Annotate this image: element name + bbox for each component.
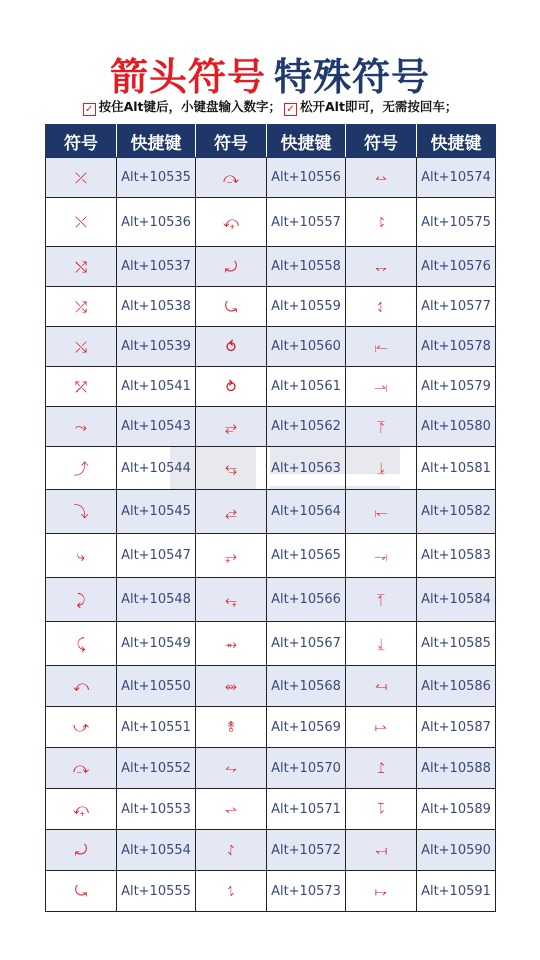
checkbox-icon: ✓: [284, 103, 297, 116]
arrow-symbol-cell: ⥛: [346, 707, 417, 748]
arrow-symbol-cell: ⥜: [346, 748, 417, 789]
arrow-symbol-cell: ⥏: [346, 198, 417, 247]
table-row: [46, 871, 496, 912]
arrow-symbol-cell: ⥎: [346, 158, 417, 198]
instruction-line: [0, 97, 540, 117]
shortcut-cell: Alt+10551: [117, 707, 196, 748]
table-row: [46, 327, 496, 367]
shortcut-cell: Alt+10538: [117, 287, 196, 327]
shortcut-cell: Alt+10586: [417, 666, 496, 707]
header-symbol: 符号: [346, 125, 417, 158]
table-row: [46, 578, 496, 622]
arrow-symbol-cell: ⤭: [46, 247, 117, 287]
shortcut-cell: Alt+10577: [417, 287, 496, 327]
shortcut-cell: Alt+10535: [117, 158, 196, 198]
shortcut-cell: Alt+10569: [267, 707, 346, 748]
table-row: [46, 198, 496, 247]
arrow-symbol-cell: ⤵: [46, 490, 117, 534]
arrow-symbol-cell: ⥌: [196, 830, 267, 871]
arrow-symbol-cell: ⥂: [196, 407, 267, 447]
shortcut-cell: Alt+10560: [267, 327, 346, 367]
arrow-symbol-cell: ⥐: [346, 247, 417, 287]
shortcut-cell: Alt+10580: [417, 407, 496, 447]
shortcut-cell: Alt+10578: [417, 327, 496, 367]
shortcut-cell: Alt+10547: [117, 534, 196, 578]
arrow-symbol-cell: ⥘: [346, 578, 417, 622]
checkbox-icon: ✓: [83, 103, 96, 116]
shortcut-cell: Alt+10561: [267, 367, 346, 407]
table-row: [46, 287, 496, 327]
arrow-symbol-cell: ⥒: [346, 327, 417, 367]
shortcut-cell: Alt+10537: [117, 247, 196, 287]
shortcut-cell: Alt+10576: [417, 247, 496, 287]
shortcut-cell: Alt+10589: [417, 789, 496, 830]
shortcut-cell: Alt+10581: [417, 447, 496, 490]
table-row: [46, 622, 496, 666]
shortcut-cell: Alt+10568: [267, 666, 346, 707]
table-row: [46, 830, 496, 871]
arrow-symbol-cell: ⤽: [46, 789, 117, 830]
alt-code-table: [45, 124, 496, 912]
arrow-symbol-cell: ⥋: [196, 789, 267, 830]
table-row: [46, 367, 496, 407]
shortcut-cell: Alt+10587: [417, 707, 496, 748]
arrow-symbol-cell: ⥅: [196, 534, 267, 578]
shortcut-cell: Alt+10544: [117, 447, 196, 490]
arrow-symbol-cell: ⤿: [46, 871, 117, 912]
arrow-symbol-cell: ⤼: [46, 748, 117, 789]
arrow-symbol-cell: ⤫: [46, 158, 117, 198]
shortcut-cell: Alt+10548: [117, 578, 196, 622]
shortcut-cell: Alt+10559: [267, 287, 346, 327]
arrow-symbol-cell: ⥖: [346, 490, 417, 534]
table-row: [46, 534, 496, 578]
arrow-symbol-cell: ⥙: [346, 622, 417, 666]
arrow-symbol-cell: ⤽: [196, 198, 267, 247]
shortcut-cell: Alt+10555: [117, 871, 196, 912]
arrow-symbol-cell: ⥀: [196, 327, 267, 367]
table-row: [46, 490, 496, 534]
arrow-symbol-cell: ⤼: [196, 158, 267, 198]
arrow-symbol-cell: ⥆: [196, 578, 267, 622]
arrow-symbol-cell: ⤷: [46, 534, 117, 578]
shortcut-cell: Alt+10564: [267, 490, 346, 534]
arrow-symbol-cell: ⥟: [346, 871, 417, 912]
table-row: [46, 789, 496, 830]
table-row: [46, 666, 496, 707]
shortcut-cell: Alt+10574: [417, 158, 496, 198]
shortcut-cell: Alt+10552: [117, 748, 196, 789]
shortcut-cell: Alt+10584: [417, 578, 496, 622]
shortcut-cell: Alt+10566: [267, 578, 346, 622]
header-shortcut: 快捷键: [267, 125, 346, 158]
table-row: [46, 707, 496, 748]
table-row: [46, 158, 496, 198]
shortcut-cell: Alt+10556: [267, 158, 346, 198]
shortcut-cell: Alt+10572: [267, 830, 346, 871]
shortcut-cell: Alt+10571: [267, 789, 346, 830]
arrow-symbol-cell: ⥄: [196, 490, 267, 534]
shortcut-cell: Alt+10588: [417, 748, 496, 789]
arrow-symbol-cell: ⥝: [346, 789, 417, 830]
arrow-symbol-cell: ⥔: [346, 407, 417, 447]
shortcut-cell: Alt+10536: [117, 198, 196, 247]
header-symbol: 符号: [196, 125, 267, 158]
arrow-symbol-cell: ⥑: [346, 287, 417, 327]
shortcut-cell: Alt+10585: [417, 622, 496, 666]
arrow-symbol-cell: ⤸: [46, 578, 117, 622]
arrow-symbol-cell: ⥍: [196, 871, 267, 912]
shortcut-cell: Alt+10563: [267, 447, 346, 490]
header-shortcut: 快捷键: [117, 125, 196, 158]
arrow-symbol-cell: ⥁: [196, 367, 267, 407]
shortcut-cell: Alt+10570: [267, 748, 346, 789]
arrow-symbol-cell: ⤾: [46, 830, 117, 871]
shortcut-cell: Alt+10575: [417, 198, 496, 247]
shortcut-cell: Alt+10553: [117, 789, 196, 830]
table-header-row: [46, 125, 496, 158]
shortcut-cell: Alt+10557: [267, 198, 346, 247]
shortcut-cell: Alt+10565: [267, 534, 346, 578]
arrow-symbol-cell: ⤾: [196, 247, 267, 287]
arrow-symbol-cell: ⤯: [46, 327, 117, 367]
shortcut-cell: Alt+10573: [267, 871, 346, 912]
shortcut-cell: Alt+10539: [117, 327, 196, 367]
table-row: [46, 748, 496, 789]
instruction-step-2: 松开Alt即可，无需按回车；: [300, 99, 458, 114]
arrow-symbol-cell: ⤮: [46, 287, 117, 327]
arrow-symbol-cell: ⤻: [46, 707, 117, 748]
arrow-symbol-cell: ⥈: [196, 666, 267, 707]
shortcut-cell: Alt+10562: [267, 407, 346, 447]
shortcut-cell: Alt+10590: [417, 830, 496, 871]
arrow-symbol-cell: ⥚: [346, 666, 417, 707]
title-arrow-symbols: 箭头符号: [109, 55, 266, 99]
arrow-symbol-cell: ⤺: [46, 666, 117, 707]
shortcut-cell: Alt+10558: [267, 247, 346, 287]
instruction-step-1: 按住Alt键后，小键盘输入数字；: [98, 99, 281, 114]
arrow-symbol-cell: ⤴: [46, 447, 117, 490]
header-symbol: 符号: [46, 125, 117, 158]
arrow-symbol-cell: ⤳: [46, 407, 117, 447]
table-row: [46, 447, 496, 490]
shortcut-cell: Alt+10549: [117, 622, 196, 666]
arrow-symbol-cell: ⤹: [46, 622, 117, 666]
shortcut-cell: Alt+10545: [117, 490, 196, 534]
header-shortcut: 快捷键: [417, 125, 496, 158]
arrow-symbol-cell: ⥞: [346, 830, 417, 871]
arrow-symbol-cell: ⤬: [46, 198, 117, 247]
shortcut-cell: Alt+10543: [117, 407, 196, 447]
shortcut-cell: Alt+10541: [117, 367, 196, 407]
arrow-symbol-cell: ⥇: [196, 622, 267, 666]
shortcut-cell: Alt+10550: [117, 666, 196, 707]
arrow-symbol-cell: ⥗: [346, 534, 417, 578]
arrow-symbol-cell: ⤿: [196, 287, 267, 327]
title-special-symbols: 特殊符号: [274, 55, 431, 99]
shortcut-cell: Alt+10582: [417, 490, 496, 534]
arrow-symbol-cell: ⥕: [346, 447, 417, 490]
page-title: [0, 52, 540, 102]
arrow-symbol-cell: ⤱: [46, 367, 117, 407]
shortcut-cell: Alt+10583: [417, 534, 496, 578]
arrow-symbol-cell: ⥊: [196, 748, 267, 789]
shortcut-cell: Alt+10567: [267, 622, 346, 666]
arrow-symbol-cell: ⥃: [196, 447, 267, 490]
arrow-symbol-cell: ⥉: [196, 707, 267, 748]
table-body: [46, 158, 496, 912]
table-row: [46, 247, 496, 287]
shortcut-cell: Alt+10591: [417, 871, 496, 912]
table-row: [46, 407, 496, 447]
shortcut-cell: Alt+10579: [417, 367, 496, 407]
shortcut-cell: Alt+10554: [117, 830, 196, 871]
arrow-symbol-cell: ⥓: [346, 367, 417, 407]
